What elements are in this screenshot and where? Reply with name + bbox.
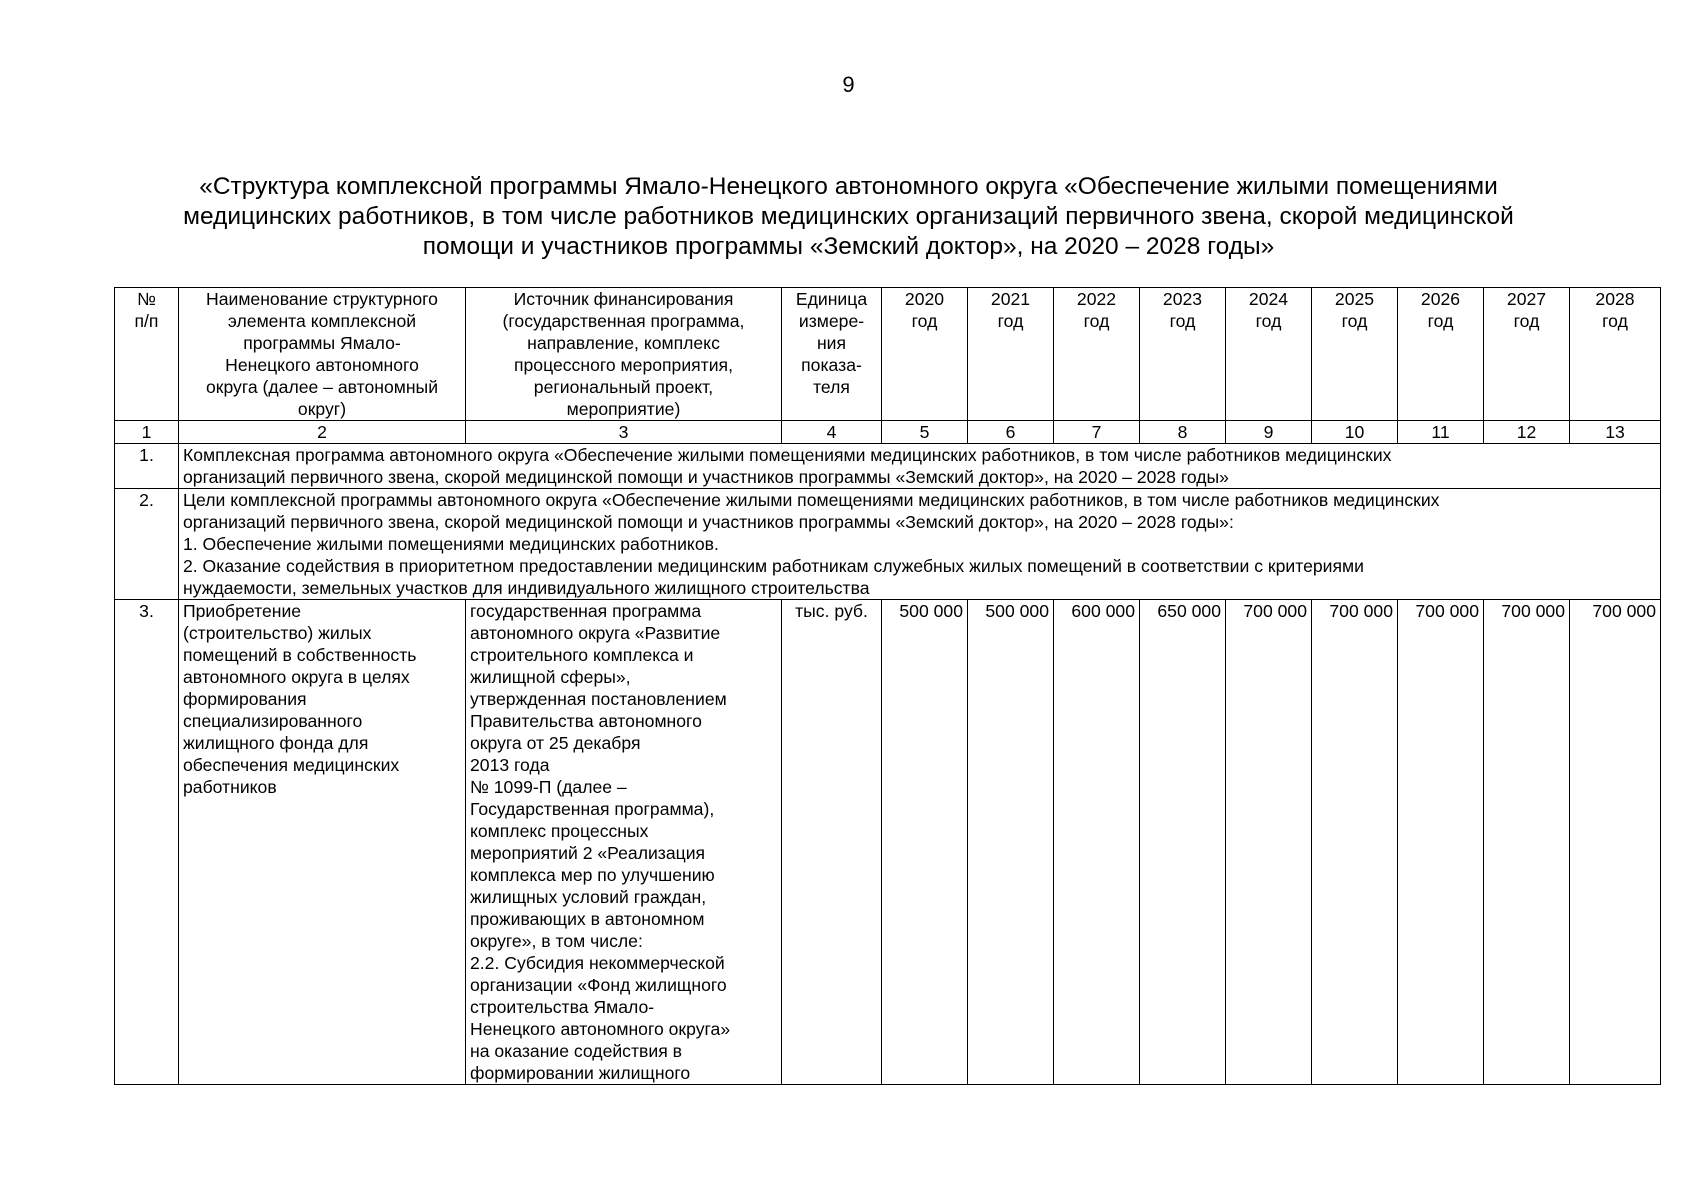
value-2022: 600 000 [1054,600,1140,1085]
value-2025: 700 000 [1312,600,1398,1085]
header-year-2026: 2026 год [1398,288,1484,421]
table-header-row [115,288,1661,421]
value-2024: 700 000 [1226,600,1312,1085]
value-2023: 650 000 [1140,600,1226,1085]
row-text: Комплексная программа автономного округа «Обеспечение жилыми помещениями медицинских работников, в том числе работников медицинских организаций первичного звена, скорой медицинской помощи и участников программы «Земский доктор», на 2020 – 2028 годы» [179,444,1661,489]
program-structure-table [114,287,1661,1085]
table-row [115,600,1661,1085]
column-number: 12 [1484,421,1570,444]
column-number: 11 [1398,421,1484,444]
row-number: 1. [115,444,179,489]
column-number: 8 [1140,421,1226,444]
header-year-2021: 2021 год [968,288,1054,421]
header-unit: Единица измере- ния показа- теля [782,288,882,421]
title-line: медицинских работников, в том числе работников медицинских организаций первичного звена, скорой медицинской [183,203,1514,230]
title-line: «Структура комплексной программы Ямало-Ненецкого автономного округа «Обеспечение жилыми помещениями [199,173,1498,200]
header-year-2028: 2028 год [1570,288,1661,421]
header-source: Источник финансирования (государственная программа, направление, комплекс процессного мероприятия, региональный проект, мероприятие) [466,288,782,421]
value-2026: 700 000 [1398,600,1484,1085]
title-line: помощи и участников программы «Земский доктор», на 2020 – 2028 годы» [422,233,1275,260]
document-title [120,172,1577,262]
column-number: 2 [179,421,466,444]
row-number: 2. [115,489,179,600]
header-num: № п/п [115,288,179,421]
page-number: 9 [842,72,855,97]
column-number: 7 [1054,421,1140,444]
header-year-2020: 2020 год [882,288,968,421]
column-number: 4 [782,421,882,444]
column-number: 13 [1570,421,1661,444]
header-year-2023: 2023 год [1140,288,1226,421]
column-number: 3 [466,421,782,444]
value-2020: 500 000 [882,600,968,1085]
header-year-2022: 2022 год [1054,288,1140,421]
row-unit: тыс. руб. [782,600,882,1085]
value-2021: 500 000 [968,600,1054,1085]
table-row [115,489,1661,600]
header-year-2025: 2025 год [1312,288,1398,421]
header-year-2024: 2024 год [1226,288,1312,421]
row-element-name: Приобретение (строительство) жилых помещений в собственность автономного округа в целях формирования специализированного жилищного фонда для обеспечения медицинских работников [179,600,466,1085]
row-number: 3. [115,600,179,1085]
column-number: 1 [115,421,179,444]
column-number: 10 [1312,421,1398,444]
column-number: 5 [882,421,968,444]
header-year-2027: 2027 год [1484,288,1570,421]
column-number: 6 [968,421,1054,444]
row-funding-source: государственная программа автономного округа «Развитие строительного комплекса и жилищной сферы», утвержденная постановлением Правительства автономного округа от 25 декабря 2013 года № 1099-П (далее – Государственная программа), комплекс процессных мероприятий 2 «Реализация комплекса мер по улучшению жилищных условий граждан, проживающих в автономном округе», в том числе: 2.2. Субсидия некоммерческой организации «Фонд жилищного строительства Ямало- Ненецкого автономного округа» на оказание содействия в формировании жилищного [466,600,782,1085]
column-number: 9 [1226,421,1312,444]
table-row [115,444,1661,489]
header-name: Наименование структурного элемента комплексной программы Ямало- Ненецкого автономного округа (далее – автономный округ) [179,288,466,421]
row-text: Цели комплексной программы автономного округа «Обеспечение жилыми помещениями медицинских работников, в том числе работников медицинских организаций первичного звена, скорой медицинской помощи и участников программы «Земский доктор», на 2020 – 2028 годы»: 1. Обеспечение жилыми помещениями медицинских работников. 2. Оказание содействия в приоритетном предоставлении медицинским работникам служебных жилых помещений в соответствии с критериями нуждаемости, земельных участков для индивидуального жилищного строительства [179,489,1661,600]
value-2028: 700 000 [1570,600,1661,1085]
column-numbers-row [115,421,1661,444]
value-2027: 700 000 [1484,600,1570,1085]
